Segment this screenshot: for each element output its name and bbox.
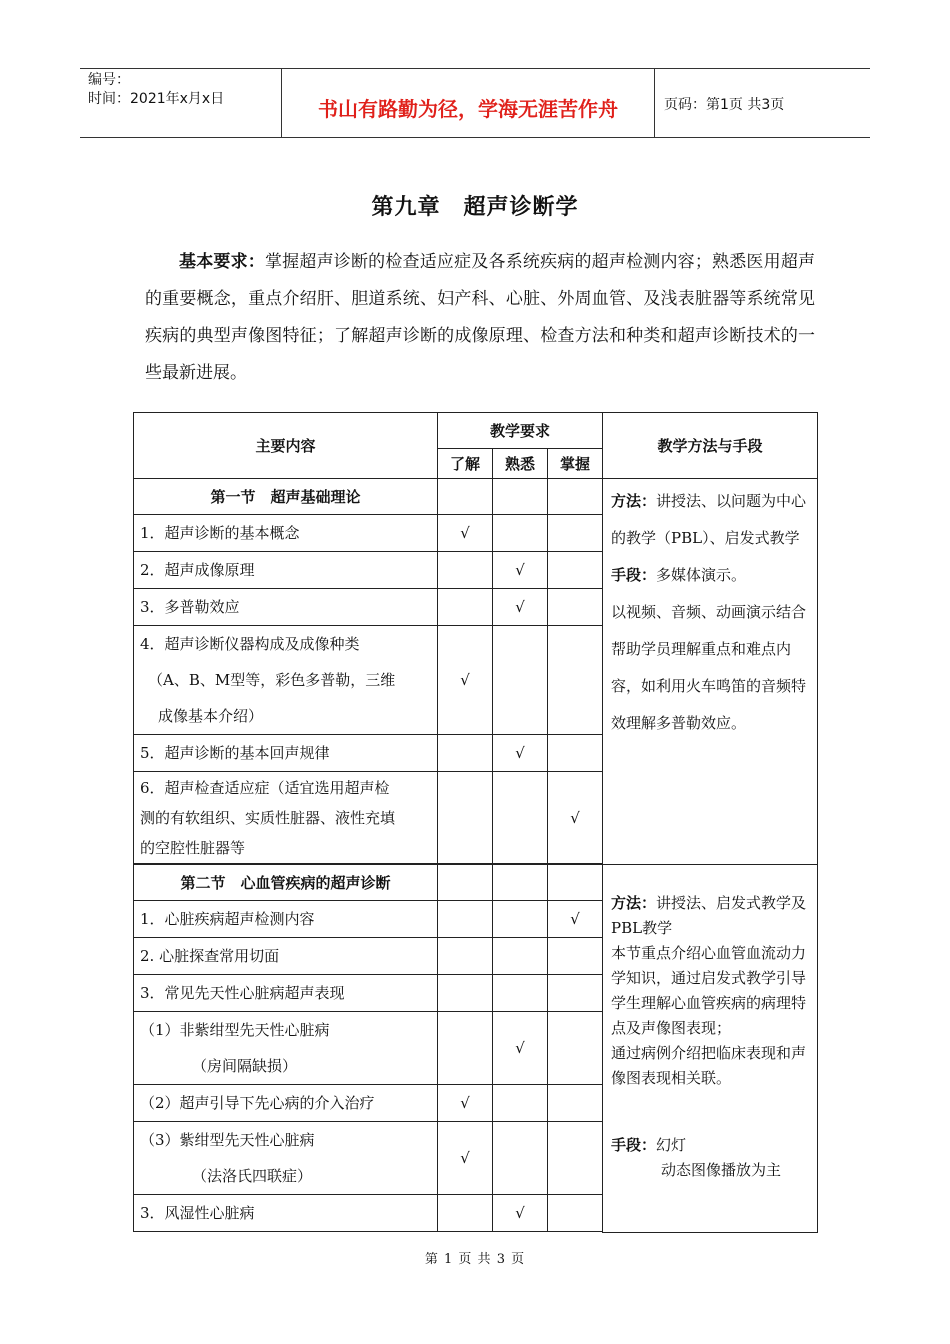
page-footer: 第 1 页 共 3 页 [424, 1252, 526, 1267]
page-info: 页码：第1页 共3页 [664, 97, 785, 113]
item-multiline [134, 626, 438, 735]
check-mark: √ [493, 589, 548, 626]
table-row [134, 479, 818, 515]
header-divider [654, 69, 655, 137]
item-text: 3．风湿性心脏病 [134, 1195, 438, 1232]
section1-method-cell [603, 479, 818, 865]
table-header-row [134, 413, 818, 449]
header-requirement: 教学要求 [438, 413, 603, 449]
item-text: （房间隔缺损） [192, 1057, 298, 1075]
date-label: 时间：2021年x月x日 [88, 91, 225, 107]
item-multiline [134, 772, 438, 864]
method-detail: 本节重点介绍心血管血流动力学知识，通过启发式教学引导学生理解心血管疾病的病理特点及声像图表现； [611, 944, 807, 1037]
check-mark: √ [438, 515, 493, 552]
item-text: 3．常见先天性心脏病超声表现 [134, 975, 438, 1012]
header-familiar: 熟悉 [493, 449, 548, 479]
item-multiline [134, 1012, 438, 1085]
item-text: 4．超声诊断仪器构成及成像种类 [140, 635, 360, 653]
table-row [134, 865, 818, 901]
check-mark: √ [438, 626, 493, 735]
item-text: 6．超声检查适应症（适宜选用超声检 [140, 778, 390, 797]
item-text: 2. 心脏探查常用切面 [134, 938, 438, 975]
section2-title: 第二节 心血管疾病的超声诊断 [134, 865, 438, 901]
means-label: 手段： [611, 566, 657, 584]
check-mark: √ [493, 1012, 548, 1085]
method-label: 方法： [611, 492, 657, 510]
header-motto: 书山有路勤为径，学海无涯苦作舟 [318, 97, 618, 121]
item-text: （法洛氏四联症） [192, 1167, 313, 1185]
header-left [88, 71, 224, 109]
item-text: 1．心脏疾病超声检测内容 [134, 901, 438, 938]
item-text: （1）非紫绀型先天性心脏病 [140, 1021, 330, 1039]
method-detail: 以视频、音频、动画演示结合帮助学员理解重点和难点内容，如利用火车鸣笛的音频特效理解多普勒效应。 [611, 603, 807, 732]
item-text: 成像基本介绍） [158, 707, 264, 725]
method-text: 讲授法、启发式教学及PBL教学 [611, 894, 807, 937]
header-master: 掌握 [548, 449, 603, 479]
item-text: （2）超声引导下先心病的介入治疗 [134, 1085, 438, 1122]
item-text: 的空腔性脏器等 [140, 838, 246, 857]
method-detail: 通过病例介绍把临床表现和声像图表现相关联。 [611, 1044, 807, 1087]
section2-method-cell [603, 865, 818, 1233]
number-label: 编号： [88, 72, 130, 88]
header-method: 教学方法与手段 [603, 413, 818, 479]
item-text: （A、B、M型等，彩色多普勒，三维 [148, 671, 396, 689]
page-header [80, 68, 870, 138]
item-text: （3）紫绀型先天性心脏病 [140, 1131, 315, 1149]
item-text: 测的有软组织、实质性脏器、液性充填 [140, 808, 396, 827]
check-mark: √ [493, 552, 548, 589]
item-text: 2．超声成像原理 [134, 552, 438, 589]
syllabus-table [133, 412, 818, 1233]
means-text: 多媒体演示。 [656, 566, 747, 584]
header-content: 主要内容 [134, 413, 438, 479]
method-label: 方法： [611, 894, 657, 912]
method-text: 讲授法、以问题为中心的教学（PBL）、启发式教学 [611, 492, 807, 547]
header-understand: 了解 [438, 449, 493, 479]
section1-title: 第一节 超声基础理论 [134, 479, 438, 515]
means-text: 动态图像播放为主 [661, 1161, 782, 1179]
item-text: 5．超声诊断的基本回声规律 [134, 735, 438, 772]
item-text: 1．超声诊断的基本概念 [134, 515, 438, 552]
check-mark: √ [493, 1195, 548, 1232]
chapter-title: 第九章 超声诊断学 [371, 195, 579, 220]
requirements-label: 基本要求： [179, 252, 265, 272]
check-mark: √ [438, 1122, 493, 1195]
means-text: 幻灯 [656, 1136, 687, 1154]
means-label: 手段： [611, 1136, 657, 1154]
check-mark: √ [548, 901, 603, 938]
basic-requirements [145, 244, 815, 392]
requirements-text: 掌握超声诊断的检查适应症及各系统疾病的超声检测内容；熟悉医用超声的重要概念，重点介绍肝、胆道系统、妇产科、心脏、外周血管、及浅表脏器等系统常见疾病的典型声像图特征；了解超声诊断的成像原理、检查方法和种类和超声诊断技术的一些最新进展。 [145, 252, 816, 383]
check-mark: √ [438, 1085, 493, 1122]
item-text: 3．多普勒效应 [134, 589, 438, 626]
check-mark: √ [493, 735, 548, 772]
item-multiline [134, 1122, 438, 1195]
check-mark: √ [548, 772, 603, 864]
